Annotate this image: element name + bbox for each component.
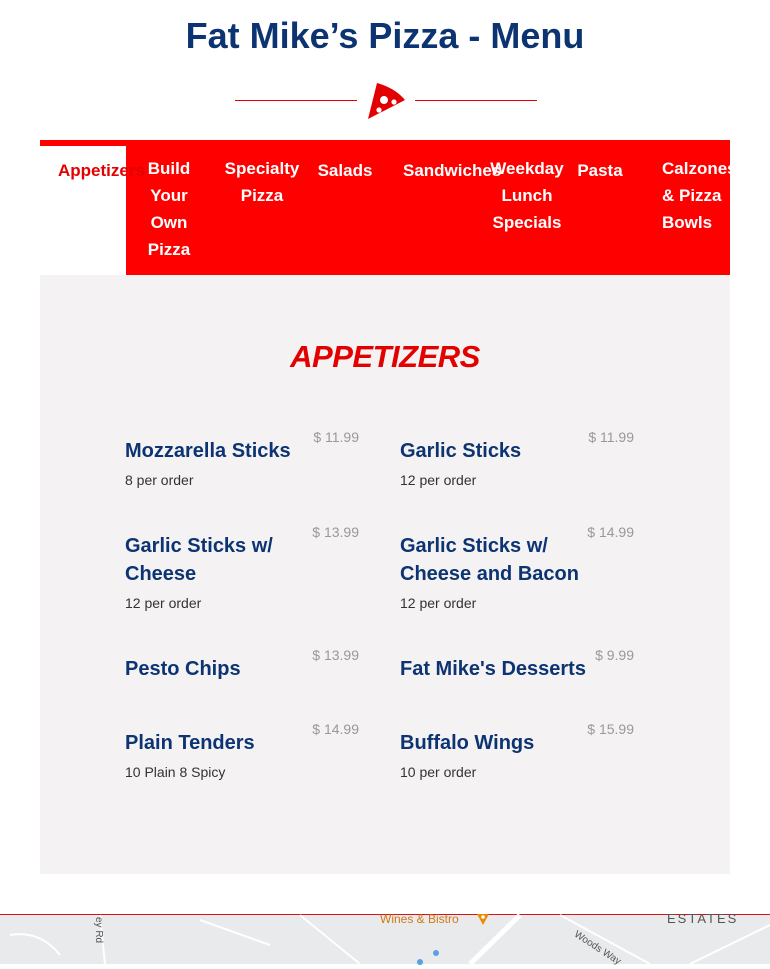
item-price: $ 11.99: [588, 429, 634, 445]
tab-sandwiches[interactable]: Sandwiches: [403, 161, 502, 180]
item-price: $ 13.99: [312, 647, 359, 663]
tab-calzones-pizza-bowls[interactable]: Calzones & Pizza Bowls: [662, 159, 737, 232]
tab-salads[interactable]: Salads: [317, 161, 373, 180]
menu-item: [125, 532, 300, 613]
embedded-map[interactable]: [0, 911, 770, 968]
item-desc: 10 per order: [400, 764, 477, 780]
menu-panel: [40, 275, 730, 874]
item-price: $ 15.99: [587, 721, 634, 737]
divider-line-left: [235, 100, 357, 101]
page-title: Fat Mike’s Pizza - Menu: [185, 15, 585, 56]
item-name: Fat Mike's Desserts: [400, 658, 586, 680]
section-title: APPETIZERS: [290, 339, 480, 374]
map-label-estates: ESTATES: [667, 911, 739, 926]
item-name: Pesto Chips: [125, 658, 241, 680]
item-name: Plain Tenders: [125, 732, 255, 754]
menu-tabs: [40, 140, 737, 275]
item-name: Garlic Sticks w/ Cheese and Bacon: [400, 535, 579, 585]
title-divider: [235, 80, 535, 122]
map-pin-icon[interactable]: [476, 913, 490, 927]
item-name: Garlic Sticks w/ Cheese: [125, 535, 273, 585]
item-price: $ 13.99: [312, 524, 359, 540]
item-desc: 10 Plain 8 Spicy: [125, 764, 226, 780]
item-name: Mozzarella Sticks: [125, 440, 291, 462]
item-price: $ 9.99: [595, 647, 634, 663]
item-price: $ 11.99: [313, 429, 359, 445]
item-desc: 12 per order: [125, 595, 202, 611]
pizza-slice-icon: [365, 80, 407, 122]
item-name: Buffalo Wings: [400, 732, 535, 754]
tab-pasta[interactable]: Pasta: [577, 161, 623, 180]
item-desc: 8 per order: [125, 472, 194, 488]
item-name: Garlic Sticks: [400, 440, 522, 462]
item-desc: 12 per order: [400, 472, 477, 488]
tab-weekday-lunch-specials[interactable]: Weekday Lunch Specials: [490, 159, 564, 232]
menu-item: [400, 532, 580, 613]
tab-specialty-pizza[interactable]: Specialty Pizza: [224, 159, 300, 205]
divider-line-right: [415, 100, 537, 101]
map-label-woods-way: Woods Way: [572, 929, 623, 968]
item-price: $ 14.99: [312, 721, 359, 737]
tab-appetizers[interactable]: Appetizers: [40, 146, 126, 275]
map-label-road: ey Rd: [93, 917, 104, 944]
map-label-wines: Wines & Bistro: [380, 912, 459, 926]
item-desc: 12 per order: [400, 595, 477, 611]
tab-build-your-own-pizza[interactable]: Build Your Own Pizza: [147, 159, 191, 259]
item-price: $ 14.99: [587, 524, 634, 540]
